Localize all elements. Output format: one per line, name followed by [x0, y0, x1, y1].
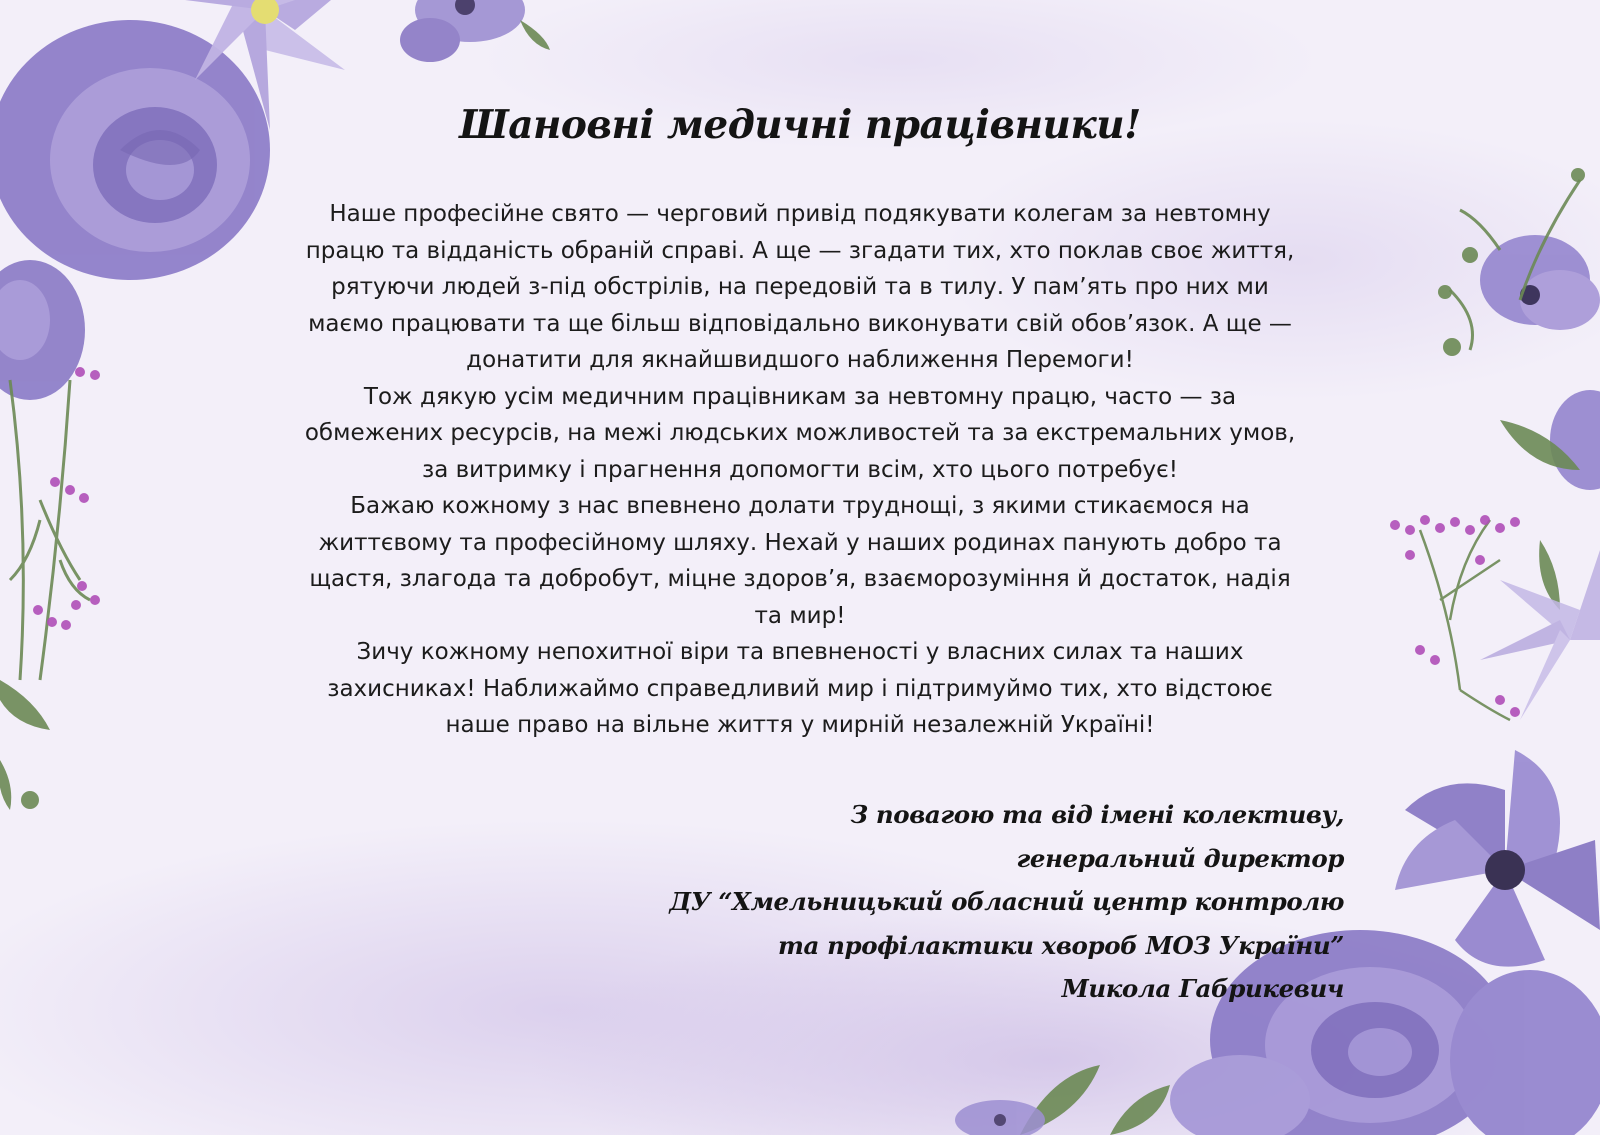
body-line: Тож дякую усім медичним працівникам за невтомну працю, часто — за: [363, 383, 1237, 410]
paragraph-1: [240, 196, 1360, 379]
paragraph-2: [240, 379, 1360, 489]
small-flower-top: [400, 0, 550, 62]
stems-right-berries: [1420, 520, 1510, 720]
signature-line: ДУ “Хмельницький обласний центр контролю: [669, 887, 1344, 916]
greeting-title: Шановні медичні працівники!: [459, 102, 1141, 148]
paragraph-4: [240, 634, 1360, 744]
signature-block: [669, 793, 1344, 1011]
paragraph-3: [240, 488, 1360, 634]
rose-top-left: [0, 20, 270, 280]
anemone-right: [1395, 750, 1600, 967]
body-line: обмежених ресурсів, на межі людських можливостей та за екстремальних умов,: [304, 420, 1296, 446]
signature-line: генеральний директор: [1016, 843, 1344, 873]
body-line: Бажаю кожному з нас впевнено долати труднощі, з якими стикаємося на: [350, 493, 1250, 519]
body-line: маємо працювати та ще більш відповідально виконувати свій обов’язок. А ще —: [308, 310, 1292, 337]
berries-right: [1390, 515, 1520, 717]
body-line: життєвому та професійному шляху. Нехай у наших родинах панують добро та: [318, 529, 1282, 556]
small-flower-bottom: [955, 1100, 1045, 1135]
stems-left: [10, 380, 90, 680]
body-line: щастя, злагода та добробут, міцне здоров’я, взаєморозуміння й достаток, надія: [309, 566, 1291, 592]
leaves-left: [0, 680, 50, 810]
body-line: та мир!: [754, 602, 846, 629]
body-line: наше право на вільне життя у мирній незалежній Україні!: [445, 712, 1155, 738]
berries-left: [33, 367, 100, 630]
body-line: за витримку і прагнення допомогти всім, хто цього потребує!: [421, 456, 1179, 483]
greeting-body: [240, 196, 1360, 744]
signature-line: З повагою та від імені колективу,: [850, 800, 1344, 829]
flower-left: [0, 260, 85, 400]
body-line: донатити для якнайшвидшого наближення Перемоги!: [466, 347, 1134, 373]
signature-line: та профілактики хвороб МОЗ України”: [778, 930, 1344, 960]
star-flower-right: [1480, 550, 1600, 720]
body-line: Зичу кожному непохитної віри та впевненості у власних силах та наших: [356, 639, 1244, 665]
flower-right-middle: [1550, 390, 1600, 490]
body-line: працю та відданість обраній справі. А ще — згадати тих, хто поклав своє життя,: [305, 237, 1295, 264]
body-line: рятуючи людей з-під обстрілів, на передовій та в тилу. У пам’ять про них ми: [331, 274, 1269, 300]
body-line: захисниках! Наближаймо справедливий мир і підтримуймо тих, хто відстоює: [327, 675, 1273, 702]
signature-name: Микола Габрикевич: [1061, 974, 1344, 1003]
body-line: Наше професійне свято — черговий привід подякувати колегам за невтомну: [329, 201, 1271, 227]
